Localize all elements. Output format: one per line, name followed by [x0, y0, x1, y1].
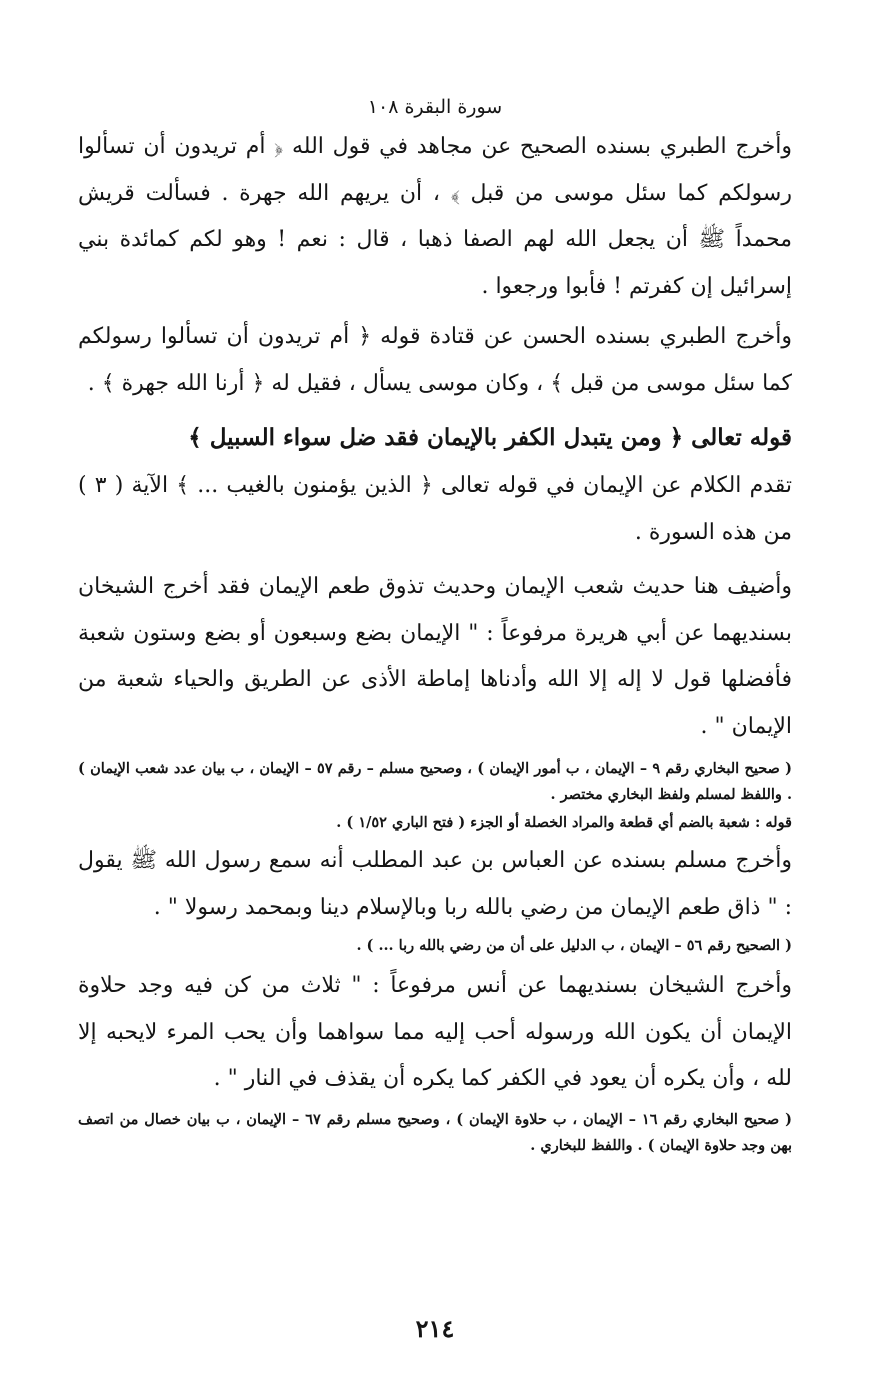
- paragraph-qatada: وأخرج الطبري بسنده الحسن عن قتادة قوله ﴿ أم تريدون أن تسألوا رسولكم كما سئل موسى من قبل ﴾ ، وكان موسى يسأل ، فقيل له ﴿ أرنا الله جهرة ﴾ .: [78, 324, 792, 396]
- paragraph-intro: تقدم الكلام عن الإيمان في قوله تعالى ﴿ الذين يؤمنون بالغيب ... ﴾ الآية ( ٣ ) من هذه السورة .: [78, 473, 793, 545]
- book-page: [78, 92, 793, 1343]
- paragraph-mujahid: وأخرج الطبري بسنده الصحيح عن مجاهد في قول الله ﴿ أم تريدون أن تسألوا رسولكم كما سئل موسى من قبل ﴾ ، أن يريهم الله جهرة . فسألت قريش محمداً ﷺ أن يجعل الله لهم الصفا ذهبا ، قال : نعم ! وهو لكم كمائدة بني إسرائيل إن كفرتم ! فأبوا ورجعوا .: [78, 134, 792, 299]
- page-number: ٢١٤: [415, 1314, 455, 1343]
- footnote-bukhari-muslim: ( صحيح البخاري رقم ٩ – الإيمان ، ب أمور الإيمان ) ، وصحيح مسلم – رقم ٥٧ – الإيمان ، ب بيان عدد شعب الإيمان ) . واللفظ لمسلم ولفظ البخاري مختصر .: [78, 760, 792, 803]
- paragraph-hadith-sweetness: وأخرج الشيخان بسنديهما عن أنس مرفوعاً : " ثلاث من كن فيه وجد حلاوة الإيمان أن يكون الله ورسوله أحب إليه مما سواهما وأن يحب المرء لايحبه إلا لله ، وأن يكره أن يعود في الكفر كما يكره أن يقذف في النار " .: [78, 973, 792, 1091]
- running-header: سورة البقرة ١٠٨: [367, 96, 503, 118]
- footnote-sahih-56: ( الصحيح رقم ٥٦ – الإيمان ، ب الدليل على أن من رضي بالله ربا ... ) .: [356, 937, 792, 954]
- footnote-sweetness: ( صحيح البخاري رقم ١٦ – الإيمان ، ب حلاوة الإيمان ) ، وصحيح مسلم رقم ٦٧ – الإيمان ، ب بيان خصال من اتصف بهن وجد حلاوة الإيمان ) . واللفظ للبخاري .: [78, 1110, 793, 1154]
- footnote-branch-meaning: قوله : شعبة بالضم أي قطعة والمراد الخصلة أو الجزء ( فتح الباري ١/٥٢ ) .: [336, 814, 792, 831]
- paragraph-hadith-taste: وأخرج مسلم بسنده عن العباس بن عبد المطلب أنه سمع رسول الله ﷺ يقول : " ذاق طعم الإيمان من رضي بالله ربا وبالإسلام دينا وبمحمد رسولا " .: [78, 848, 792, 920]
- paragraph-hadith-branches: وأضيف هنا حديث شعب الإيمان وحديث تذوق طعم الإيمان فقد أخرج الشيخان بسنديهما عن أبي هريرة مرفوعاً : " الإيمان بضع وسبعون أو بضع وستون شعبة فأفضلها قول لا إله إلا الله وأدناها إماطة الأذى عن الطريق والحياء شعبة من الإيمان " .: [78, 574, 792, 739]
- verse-heading: قوله تعالى ﴿ ومن يتبدل الكفر بالإيمان فقد ضل سواء السبيل ﴾: [188, 424, 792, 451]
